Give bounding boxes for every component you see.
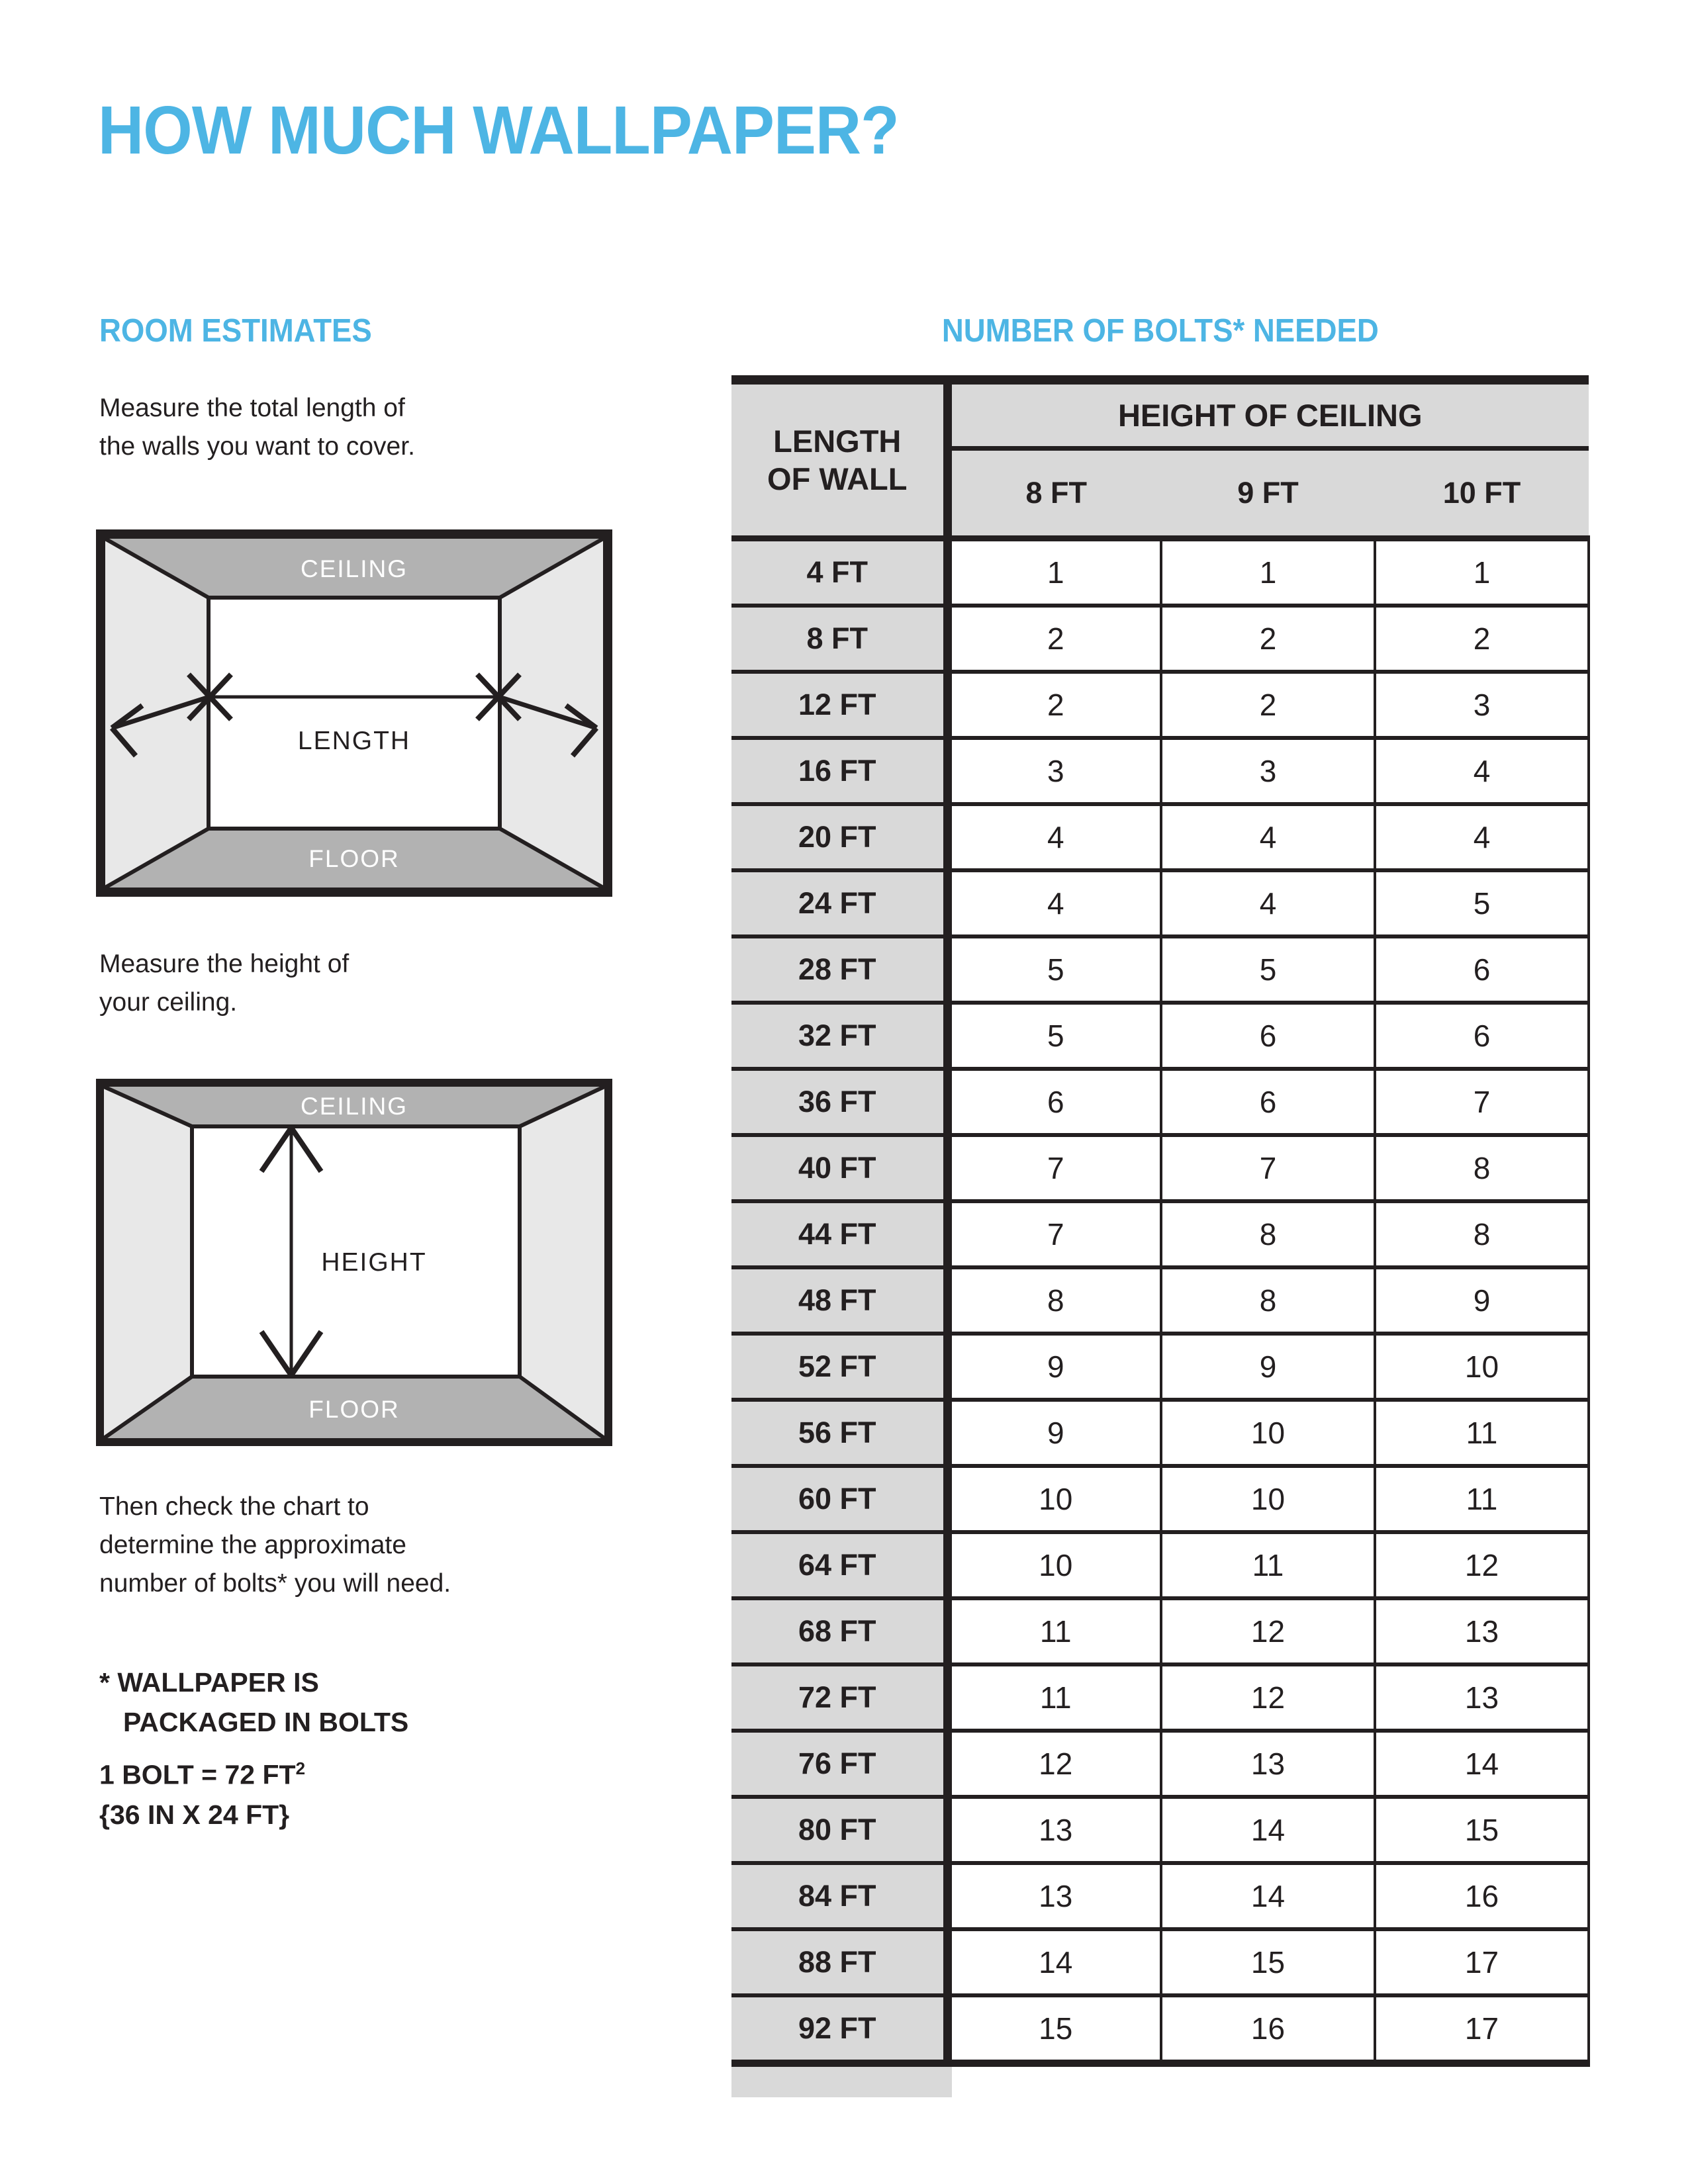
bolt-equation: 1 BOLT = 72 $FT^2$ xyxy=(99,1758,306,1790)
bolt-count-cell: 13 xyxy=(1375,1664,1589,1731)
instruction-line: determine the approximate xyxy=(99,1531,406,1559)
instruction-check-chart xyxy=(99,1488,451,1603)
bolt-count-cell: 8 xyxy=(1375,1201,1589,1267)
bolt-count-cell: 16 xyxy=(1161,1995,1375,2064)
table-row xyxy=(731,936,1589,1003)
bolt-count-cell: 9 xyxy=(947,1334,1161,1400)
instruction-line: your ceiling. xyxy=(99,988,238,1017)
table-top-bar xyxy=(731,375,1589,385)
bolt-count-cell: 9 xyxy=(1375,1267,1589,1334)
row-length-label: 32 FT xyxy=(731,1003,947,1069)
bolt-count-cell: 11 xyxy=(1375,1466,1589,1532)
bolt-count-cell: 15 xyxy=(947,1995,1161,2064)
floor-label: FLOOR xyxy=(308,845,400,872)
bolt-dimensions: {36 IN X 24 FT} xyxy=(99,1799,290,1830)
bolts-needed-heading: NUMBER OF BOLTS* NEEDED xyxy=(941,313,1379,349)
bolt-count-cell: 15 xyxy=(1375,1797,1589,1863)
bolt-equation-exponent: 2 xyxy=(295,1758,306,1778)
bolt-count-cell: 6 xyxy=(1375,936,1589,1003)
row-length-label: 28 FT xyxy=(731,936,947,1003)
bolt-count-cell: 8 xyxy=(1161,1267,1375,1334)
bolt-count-cell: 14 xyxy=(947,1929,1161,1995)
row-length-label: 24 FT xyxy=(731,870,947,936)
row-length-label: 84 FT xyxy=(731,1863,947,1929)
table-row xyxy=(731,1069,1589,1135)
column-header-10ft: 10 FT xyxy=(1375,449,1589,539)
bolt-size-info xyxy=(99,1749,305,1835)
column-header-8ft: 8 FT xyxy=(947,449,1161,539)
bolt-count-cell: 4 xyxy=(947,870,1161,936)
bolt-count-cell: 2 xyxy=(947,606,1161,672)
row-length-label: 72 FT xyxy=(731,1664,947,1731)
table-row xyxy=(731,1863,1589,1929)
bolt-count-cell: 5 xyxy=(947,1003,1161,1069)
bolt-count-cell: 8 xyxy=(1161,1201,1375,1267)
bolt-count-cell: 9 xyxy=(1161,1334,1375,1400)
bolt-count-cell: 9 xyxy=(947,1400,1161,1466)
table-row xyxy=(731,870,1589,936)
floor-label: FLOOR xyxy=(308,1396,400,1423)
bolt-count-cell: 7 xyxy=(947,1201,1161,1267)
bolt-count-cell: 4 xyxy=(1161,870,1375,936)
instruction-line: Measure the height of xyxy=(99,950,350,978)
table-row xyxy=(731,804,1589,870)
bolt-count-cell: 13 xyxy=(947,1797,1161,1863)
bolt-count-cell: 4 xyxy=(1161,804,1375,870)
table-row xyxy=(731,1334,1589,1400)
height-of-ceiling-header: HEIGHT OF CEILING xyxy=(947,385,1589,449)
bolt-count-cell: 7 xyxy=(947,1135,1161,1201)
table-row xyxy=(731,1731,1589,1797)
bolt-count-cell: 11 xyxy=(1161,1532,1375,1598)
table-row xyxy=(731,672,1589,738)
row-length-label: 64 FT xyxy=(731,1532,947,1598)
bolt-count-cell: 15 xyxy=(1161,1929,1375,1995)
table-row xyxy=(731,606,1589,672)
length-label: LENGTH xyxy=(297,727,411,755)
bolt-count-cell: 3 xyxy=(1161,738,1375,804)
bolt-count-cell: 12 xyxy=(1375,1532,1589,1598)
height-arrow xyxy=(261,1128,321,1375)
row-length-label: 12 FT xyxy=(731,672,947,738)
table-row xyxy=(731,539,1589,606)
bolt-count-cell: 2 xyxy=(1161,606,1375,672)
page-title-text: HOW MUCH WALLPAPER? xyxy=(98,92,899,168)
bolt-count-cell: 12 xyxy=(1161,1664,1375,1731)
diagram-back-wall xyxy=(209,598,500,829)
footnote-line: PACKAGED IN BOLTS xyxy=(123,1707,409,1737)
bolt-count-cell: 16 xyxy=(1375,1863,1589,1929)
bolt-count-cell: 10 xyxy=(947,1466,1161,1532)
table-footer-stub xyxy=(731,2067,952,2097)
bolts-needed-table xyxy=(731,385,1590,2067)
bolt-count-cell: 11 xyxy=(1375,1400,1589,1466)
bolt-count-cell: 2 xyxy=(1375,606,1589,672)
ceiling-label: CEILING xyxy=(300,1093,408,1120)
bolt-count-cell: 5 xyxy=(947,936,1161,1003)
instruction-measure-height xyxy=(99,945,349,1022)
bolt-count-cell: 5 xyxy=(1375,870,1589,936)
room-estimates-heading: ROOM ESTIMATES xyxy=(99,313,372,349)
row-length-label: 44 FT xyxy=(731,1201,947,1267)
instruction-line: the walls you want to cover. xyxy=(99,432,415,461)
bolt-count-cell: 13 xyxy=(947,1863,1161,1929)
row-length-label: 68 FT xyxy=(731,1598,947,1664)
table-row xyxy=(731,1400,1589,1466)
bolt-count-cell: 11 xyxy=(947,1664,1161,1731)
height-label: HEIGHT xyxy=(321,1248,427,1277)
bolt-count-cell: 12 xyxy=(1161,1598,1375,1664)
bolt-count-cell: 17 xyxy=(1375,1929,1589,1995)
row-length-label: 36 FT xyxy=(731,1069,947,1135)
bolt-count-cell: 10 xyxy=(1161,1400,1375,1466)
bolt-count-cell: 13 xyxy=(1375,1598,1589,1664)
bolt-count-cell: 2 xyxy=(1161,672,1375,738)
bolt-count-cell: 8 xyxy=(947,1267,1161,1334)
row-length-label: 92 FT xyxy=(731,1995,947,2064)
row-length-label: 16 FT xyxy=(731,738,947,804)
table-row xyxy=(731,1598,1589,1664)
table-row xyxy=(731,1664,1589,1731)
bolt-count-cell: 14 xyxy=(1375,1731,1589,1797)
bolt-count-cell: 1 xyxy=(1161,539,1375,606)
row-length-label: 20 FT xyxy=(731,804,947,870)
wallpaper-bolts-footnote xyxy=(99,1662,408,1742)
bolt-count-cell: 1 xyxy=(947,539,1161,606)
bolt-count-cell: 10 xyxy=(1161,1466,1375,1532)
bolt-count-cell: 3 xyxy=(1375,672,1589,738)
table-row xyxy=(731,1201,1589,1267)
instruction-measure-length xyxy=(99,389,415,466)
bolt-count-cell: 4 xyxy=(1375,804,1589,870)
bolt-count-cell: 3 xyxy=(947,738,1161,804)
bolt-count-cell: 2 xyxy=(947,672,1161,738)
bolt-count-cell: 11 xyxy=(947,1598,1161,1664)
table-row xyxy=(731,738,1589,804)
row-length-label: 80 FT xyxy=(731,1797,947,1863)
ceiling-label: CEILING xyxy=(300,555,408,582)
bolt-count-cell: 12 xyxy=(947,1731,1161,1797)
table-row xyxy=(731,1135,1589,1201)
bolt-count-cell: 4 xyxy=(1375,738,1589,804)
instruction-line: number of bolts* you will need. xyxy=(99,1569,451,1598)
bolt-count-cell: 7 xyxy=(1375,1069,1589,1135)
bolt-count-cell: 14 xyxy=(1161,1797,1375,1863)
length-of-wall-header: LENGTH OF WALL xyxy=(731,385,947,539)
table-row xyxy=(731,1003,1589,1069)
row-length-label: 52 FT xyxy=(731,1334,947,1400)
column-header-9ft: 9 FT xyxy=(1161,449,1375,539)
instruction-line: Then check the chart to xyxy=(99,1492,369,1521)
row-length-label: 4 FT xyxy=(731,539,947,606)
bolt-count-cell: 4 xyxy=(947,804,1161,870)
bolt-count-cell: 6 xyxy=(947,1069,1161,1135)
table-row xyxy=(731,1995,1589,2064)
bolt-count-cell: 10 xyxy=(947,1532,1161,1598)
bolt-count-cell: 7 xyxy=(1161,1135,1375,1201)
bolt-count-cell: 8 xyxy=(1375,1135,1589,1201)
table-row xyxy=(731,1466,1589,1532)
row-length-label: 40 FT xyxy=(731,1135,947,1201)
bolt-count-cell: 17 xyxy=(1375,1995,1589,2064)
page-title xyxy=(98,91,959,169)
bolt-count-cell: 14 xyxy=(1161,1863,1375,1929)
bolt-count-cell: 10 xyxy=(1375,1334,1589,1400)
row-length-label: 48 FT xyxy=(731,1267,947,1334)
bolt-count-cell: 6 xyxy=(1161,1003,1375,1069)
bolt-count-cell: 1 xyxy=(1375,539,1589,606)
table-row xyxy=(731,1267,1589,1334)
table-row xyxy=(731,1929,1589,1995)
row-length-label: 76 FT xyxy=(731,1731,947,1797)
row-length-label: 8 FT xyxy=(731,606,947,672)
instruction-line: Measure the total length of xyxy=(99,394,405,422)
row-length-label: 60 FT xyxy=(731,1466,947,1532)
row-length-label: 56 FT xyxy=(731,1400,947,1466)
footnote-line: * WALLPAPER IS xyxy=(99,1667,319,1698)
room-height-diagram xyxy=(96,1079,612,1446)
bolt-count-cell: 6 xyxy=(1375,1003,1589,1069)
bolt-count-cell: 6 xyxy=(1161,1069,1375,1135)
bolt-count-cell: 13 xyxy=(1161,1731,1375,1797)
row-length-label: 88 FT xyxy=(731,1929,947,1995)
room-length-diagram xyxy=(96,529,612,897)
table-row xyxy=(731,1532,1589,1598)
table-row xyxy=(731,1797,1589,1863)
bolt-count-cell: 5 xyxy=(1161,936,1375,1003)
